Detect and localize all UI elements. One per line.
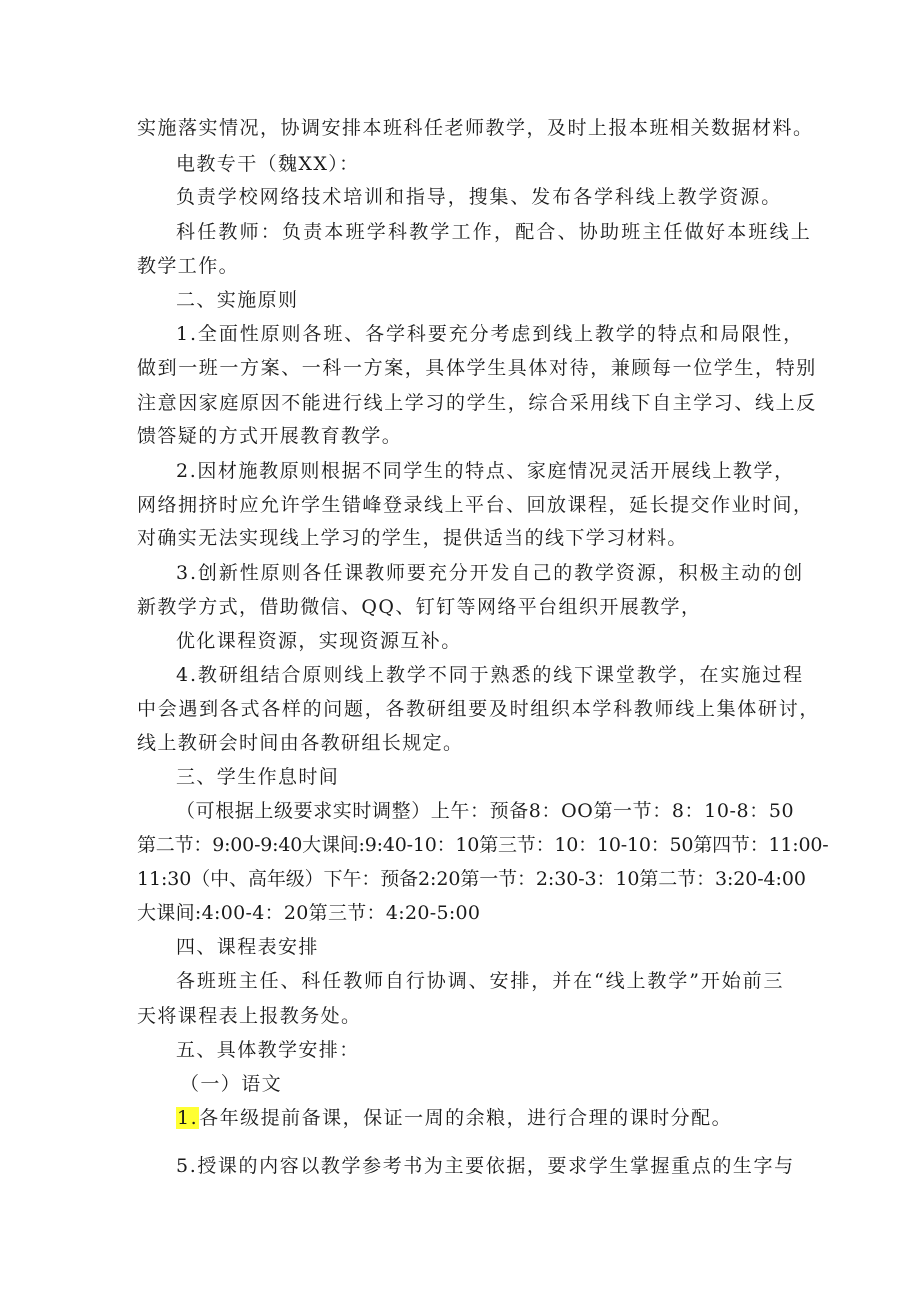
section-heading: 四、课程表安排 [176, 936, 319, 958]
text-line: 4.教研组结合原则线上教学不同于熟悉的线下课堂教学，在实施过程 [176, 664, 805, 686]
highlighted-list-number: 1. [177, 1107, 199, 1129]
text-line: 做到一班一方案、一科一方案，具体学生具体对待，兼顾每一位学生，特别 [137, 357, 817, 379]
text-line: 实施落实情况，协调安排本班科任老师教学，及时上报本班相关数据材料。 [137, 117, 814, 139]
text-line: 优化课程资源，实现资源互补。 [176, 630, 462, 652]
text-line: 11:30（中、高年级）下午：预备2:20第一节：2:30-3：10第二节：3:20-4:00 [137, 868, 806, 890]
text-line [176, 1106, 732, 1130]
text-line: 中会遇到各式各样的问题，各教研组要及时组织本学科教师线上集体研讨， [137, 698, 821, 720]
section-heading: 二、实施原则 [176, 289, 299, 311]
text-line: 3.创新性原则各任课教师要充分开发自己的教学资源，积极主动的创 [176, 562, 805, 584]
section-heading: 三、学生作息时间 [176, 766, 340, 788]
text-line: 新教学方式，借助微信、QQ、钉钉等网络平台组织开展教学， [137, 596, 702, 618]
list-item-text: 各年级提前备课，保证一周的余粮，进行合理的课时分配。 [199, 1107, 733, 1129]
text-line: （可根据上级要求实时调整）上午：预备8：OO第一节：8：10-8：50 [176, 800, 795, 822]
text-line: 2.因材施教原则根据不同学生的特点、家庭情况灵活开展线上教学， [176, 460, 795, 482]
text-line: 天将课程表上报教务处。 [137, 1005, 362, 1027]
text-line: 线上教研会时间由各教研组长规定。 [137, 732, 464, 754]
text-line: 馈答疑的方式开展教育教学。 [137, 425, 403, 447]
subsection-heading: （一）语文 [180, 1073, 283, 1095]
text-line: 电教专干（魏XX）： [176, 153, 360, 175]
text-line: 第二节：9:00-9:40大课间:9:40-10：10第三节：10：10-10：50第四节：11:00- [137, 834, 829, 856]
text-line: 教学工作。 [137, 255, 240, 277]
text-line: 1.全面性原则各班、各学科要充分考虑到线上教学的特点和局限性， [176, 323, 805, 345]
text-line: 网络拥挤时应允许学生错峰登录线上平台、回放课程，延长提交作业时间， [137, 494, 814, 516]
text-line: 5.授课的内容以教学参考书为主要依据，要求学生掌握重点的生字与 [176, 1155, 795, 1177]
text-line: 负责学校网络技术培训和指导，搜集、发布各学科线上教学资源。 [176, 186, 783, 208]
text-line: 注意因家庭原因不能进行线上学习的学生，综合采用线下自主学习、线上反 [137, 392, 817, 414]
text-line: 各班班主任、科任教师自行协调、安排，并在“线上教学”开始前三 [176, 970, 785, 992]
text-line: 对确实无法实现线上学习的学生，提供适当的线下学习材料。 [137, 527, 688, 549]
text-line: 科任教师：负责本班学科教学工作，配合、协助班主任做好本班线上 [176, 221, 813, 243]
section-heading: 五、具体教学安排： [176, 1039, 360, 1061]
text-line: 大课间:4:00-4：20第三节：4:20-5:00 [137, 902, 481, 924]
